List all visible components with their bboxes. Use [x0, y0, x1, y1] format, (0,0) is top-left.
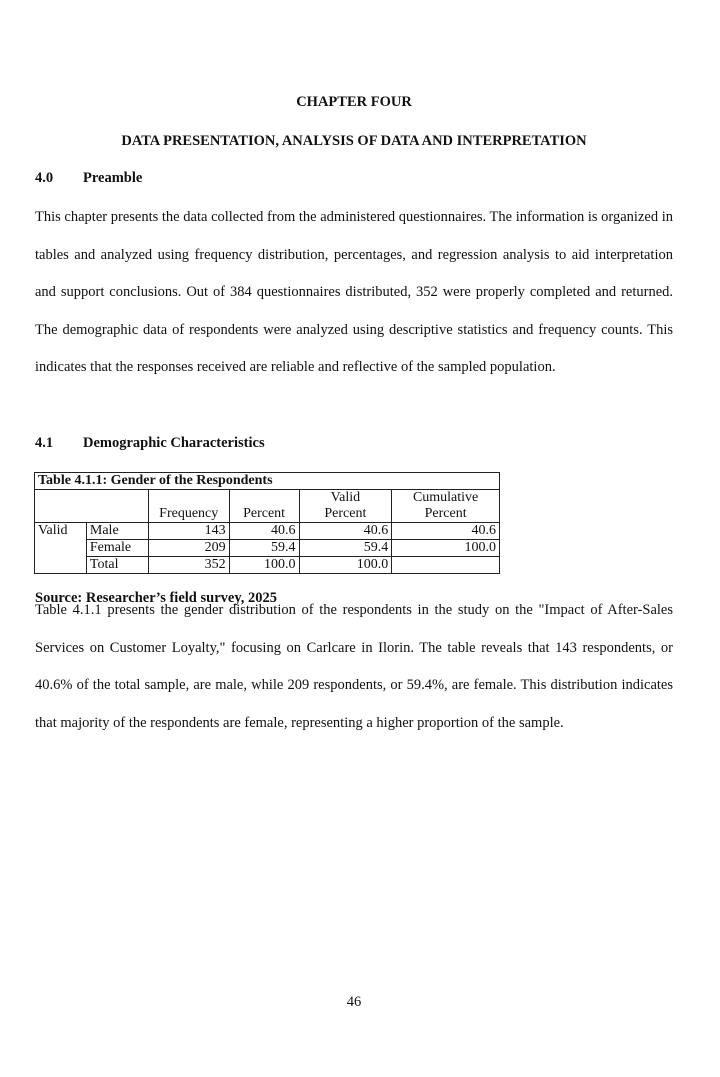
group-label: Valid: [35, 523, 87, 574]
table-source: Source: Researcher’s field survey, 2025: [35, 590, 278, 606]
gender-table: [34, 472, 500, 574]
cell-percent: 40.6: [229, 523, 299, 540]
cell-valid-percent: 40.6: [299, 523, 392, 540]
cell-frequency: 209: [148, 540, 229, 557]
section-heading-preamble: [35, 170, 142, 187]
table-caption-row: [35, 473, 500, 490]
table-header-blank: [35, 490, 87, 523]
header-frequency: [148, 490, 229, 523]
section-number: 4.0: [35, 170, 54, 186]
header-valid-percent: [299, 490, 392, 523]
cell-cumulative-percent: 40.6: [392, 523, 500, 540]
header-valid-percent-line1: Valid: [330, 490, 361, 505]
preamble-paragraph: This chapter presents the data collected from the administered questionnaires. The information is organized in tables and analyzed using frequency distribution, percentages, and regression analysis to aid interpretation and support conclusions. Out of 384 questionnaires distributed, 352 were properly completed and returned. The demographic data of respondents were analyzed using descriptive statistics and frequency counts. This indicates that the responses received are reliable and reflective of the sampled population.: [35, 209, 673, 376]
header-percent-text: Percent: [243, 506, 286, 521]
analysis-paragraph: Table 4.1.1 presents the gender distribution of the respondents in the study on the "Impact of After-Sales Services on Customer Loyalty," focusing on Carlcare in Ilorin. The table reveals that 143 respondents, or 40.6% of the total sample, are male, while 209 respondents, or 59.4%, are female. This distribution indicates that majority of the respondents are female, representing a higher proportion of the sample.: [35, 602, 673, 731]
cell-cumulative-percent: [392, 557, 500, 574]
table-caption: Table 4.1.1: Gender of the Respondents: [35, 473, 500, 490]
cell-percent: 59.4: [229, 540, 299, 557]
chapter-subtitle: DATA PRESENTATION, ANALYSIS OF DATA AND INTERPRETATION: [121, 133, 587, 149]
table-header-blank: [86, 490, 148, 523]
gender-table-wrapper: [34, 472, 500, 574]
header-cumulative-percent-line1: Cumulative: [412, 490, 479, 505]
row-label: Female: [86, 540, 148, 557]
header-valid-percent-line2: Percent: [324, 506, 367, 521]
cell-percent: 100.0: [229, 557, 299, 574]
section-number: 4.1: [35, 435, 54, 451]
row-label: Total: [86, 557, 148, 574]
chapter-title: CHAPTER FOUR: [296, 94, 412, 110]
header-cumulative-percent: [392, 490, 500, 523]
header-frequency-text: Frequency: [159, 506, 219, 521]
cell-valid-percent: 100.0: [299, 557, 392, 574]
section-title: Preamble: [83, 170, 143, 186]
table-row: [35, 557, 500, 574]
section-heading-demographics: [35, 435, 265, 452]
header-cumulative-percent-line2: Percent: [424, 506, 467, 521]
cell-frequency: 352: [148, 557, 229, 574]
cell-frequency: 143: [148, 523, 229, 540]
header-percent: [229, 490, 299, 523]
row-label: Male: [86, 523, 148, 540]
cell-cumulative-percent: 100.0: [392, 540, 500, 557]
section-title: Demographic Characteristics: [83, 435, 265, 451]
cell-valid-percent: 59.4: [299, 540, 392, 557]
page-number: 46: [346, 994, 362, 1010]
table-row: [35, 523, 500, 540]
table-row: [35, 540, 500, 557]
table-header-row: [35, 490, 500, 523]
